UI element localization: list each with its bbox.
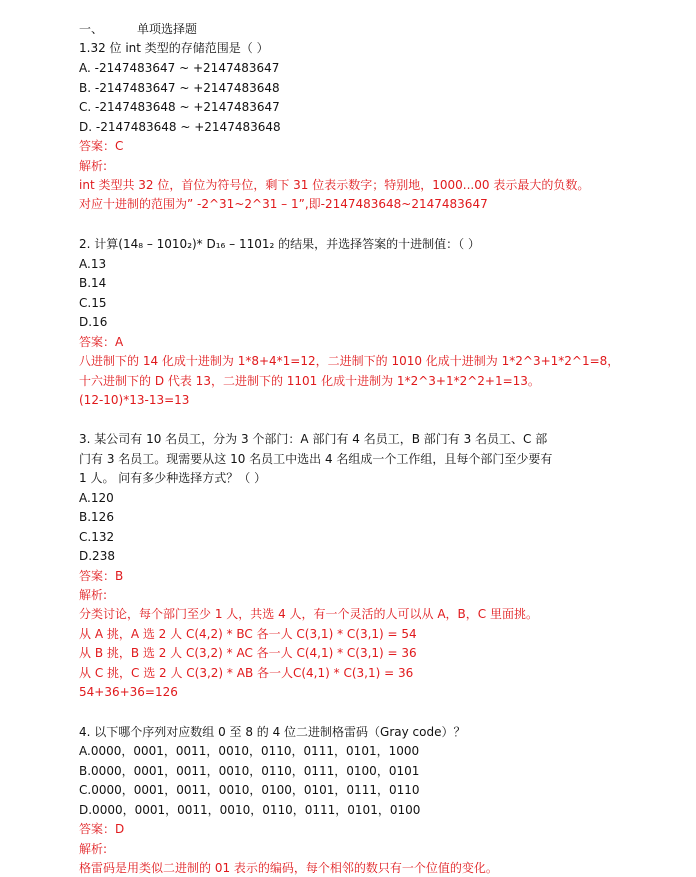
question-3-explanation-line: 从 A 挑，A 选 2 人 C(4,2) * BC 各一人 C(3,1) * C(3,1) = 54: [79, 627, 417, 641]
question-2-option-c: C.15: [79, 296, 107, 310]
question-2-stem: 2. 计算(14₈ – 1010₂)* D₁₆ – 1101₂ 的结果，并选择答案的十进制值：（ ）: [79, 237, 480, 251]
question-2-explanation-line: 十六进制下的 D 代表 13，二进制下的 1101 化成十进制为 1*2^3+1*2^2+1=13。: [79, 374, 540, 388]
question-1-option-b: B. -2147483647 ~ +2147483648: [79, 81, 280, 95]
question-1-analysis-label: 解析:: [79, 159, 108, 173]
section-number: 一、: [79, 22, 104, 36]
question-3-explanation-line: 从 C 挑，C 选 2 人 C(3,2) * AB 各一人C(4,1) * C(3,1) = 36: [79, 666, 414, 680]
question-3-option-d: D.238: [79, 549, 115, 563]
question-3-option-c: C.132: [79, 530, 115, 544]
question-4-explanation-line: 格雷码是用类似二进制的 01 表示的编码，每个相邻的数只有一个位值的变化。: [79, 861, 498, 875]
question-4-option-a: A.0000，0001，0011，0010，0110，0111，0101，1000: [79, 744, 420, 758]
question-3-analysis-label: 解析:: [79, 588, 108, 602]
question-4-analysis-label: 解析:: [79, 842, 108, 856]
question-2-option-b: B.14: [79, 276, 107, 290]
question-1-explanation-line: int 类型共 32 位，首位为符号位，剩下 31 位表示数字；特别地，1000...00 表示最大的负数。: [79, 178, 590, 192]
section-heading: [79, 21, 197, 37]
question-3-stem-line: 3. 某公司有 10 名员工，分为 3 个部门：A 部门有 4 名员工，B 部门有 3 名员工、C 部: [79, 432, 548, 446]
question-1-option-a: A. -2147483647 ~ +2147483647: [79, 61, 280, 75]
question-2-answer: 答案：A: [79, 335, 124, 349]
question-4-stem: 4. 以下哪个序列对应数组 0 至 8 的 4 位二进制格雷码（Gray code）？: [79, 725, 466, 739]
question-3-explanation-line: 分类讨论，每个部门至少 1 人，共选 4 人，有一个灵活的人可以从 A，B，C 里面挑。: [79, 607, 538, 621]
question-1-explanation-line: 对应十进制的范围为” -2^31~2^31 – 1”,即-2147483648~2147483647: [79, 197, 488, 211]
question-3-explanation-line: 从 B 挑，B 选 2 人 C(3,2) * AC 各一人 C(4,1) * C(3,1) = 36: [79, 646, 417, 660]
question-1-option-c: C. -2147483648 ~ +2147483647: [79, 100, 280, 114]
question-4-option-b: B.0000，0001，0011，0010，0110，0111，0100，0101: [79, 764, 420, 778]
question-4-option-c: C.0000，0001，0011，0010，0100，0101，0111，0110: [79, 783, 420, 797]
question-3-explanation-line: 54+36+36=126: [79, 685, 178, 699]
question-1-option-d: D. -2147483648 ~ +2147483648: [79, 120, 281, 134]
question-2-explanation-line: (12-10)*13-13=13: [79, 393, 190, 407]
question-1-answer: 答案：C: [79, 139, 124, 153]
question-3-answer: 答案：B: [79, 569, 124, 583]
question-2-explanation-line: 八进制下的 14 化成十进制为 1*8+4*1=12，二进制下的 1010 化成十进制为 1*2^3+1*2^1=8，: [79, 354, 620, 368]
question-3-stem-line: 1 人。 问有多少种选择方式？（ ）: [79, 471, 267, 485]
question-1-stem: 1.32 位 int 类型的存储范围是（ ）: [79, 41, 269, 55]
question-2-option-a: A.13: [79, 257, 107, 271]
question-3-option-b: B.126: [79, 510, 114, 524]
section-title: 单项选择题: [137, 22, 198, 36]
question-4-answer: 答案：D: [79, 822, 125, 836]
question-3-option-a: A.120: [79, 491, 114, 505]
question-2-option-d: D.16: [79, 315, 108, 329]
question-3-stem-line: 门有 3 名员工。现需要从这 10 名员工中选出 4 名组成一个工作组，且每个部门至少要有: [79, 452, 553, 466]
question-4-option-d: D.0000，0001，0011，0010，0110，0111，0101，0100: [79, 803, 421, 817]
